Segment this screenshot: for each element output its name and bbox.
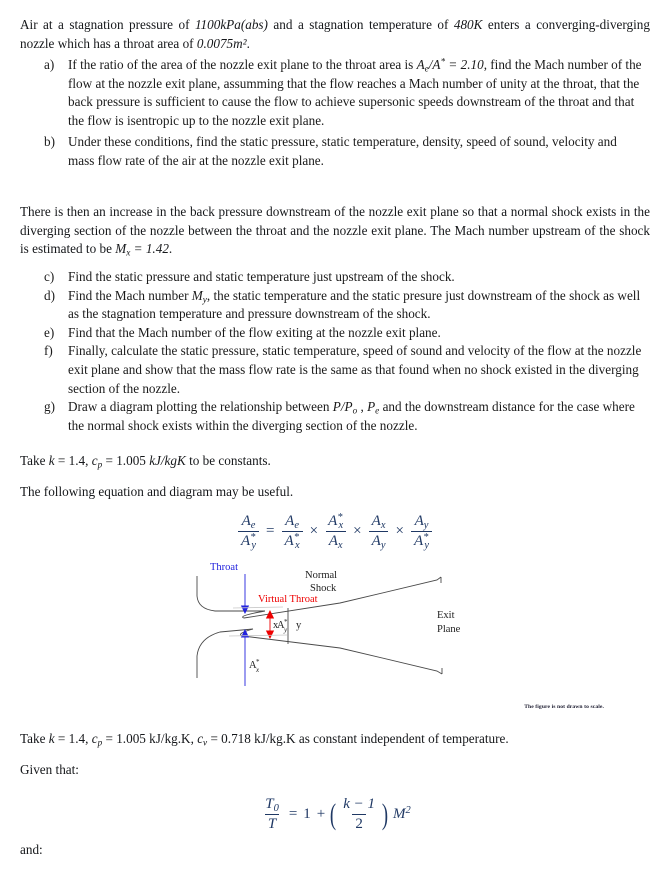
label-a-star-x [249, 658, 260, 674]
intro-text-3: enters a converging-diverging nozzle which has a throat area of [20, 17, 650, 51]
label-throat: Throat [210, 562, 238, 573]
shock-text-before: There is then an increase in the back pressure downstream of the nozzle exit plane so that a normal shock exists in the diverging section of the nozzle between the throat and the nozzle exit plane. The Mach number upstream of the shock is estimated to be [20, 204, 650, 257]
k-symbol-2: k [48, 731, 55, 746]
label-virtual-throat: Virtual Throat [258, 594, 318, 605]
throat-arrow-upper [242, 574, 249, 613]
nozzle-diagram-svg [165, 556, 525, 701]
label-a-star-y [277, 618, 288, 634]
constants-line-2 [20, 730, 660, 749]
list-text-a-after: , find the Mach number of the flow at the nozzle exit plane, assumming that the flow reaches a Mach number of unity at the throat, that the back pressure is sufficient to cause the flow to achieve supersonic speeds downstream of the throat and that the flow is isentropic up to the nozzle exit plane. [68, 57, 642, 128]
label-a-star-y-star: * [284, 618, 288, 626]
list-text-f: Finally, calculate the static pressure, static temperature, speed of sound and velocity of the flow at the nozzle exit plane and show that the mass flow rate is the same as that found when no shock existed in the diverging section of the nozzle. [68, 343, 642, 396]
k-value-1: = 1.4, [54, 453, 92, 468]
question-list-ab [44, 56, 644, 171]
question-list-cg [44, 268, 644, 435]
frac-den-asx: $A^*_x$ [282, 531, 303, 550]
label-a-star-x-star: * [256, 658, 260, 666]
frac-ae-over-asy [238, 513, 259, 550]
k-value-2: = 1.4, [54, 731, 92, 746]
intro-stagnation-pressure: 1100kPa(abs) [194, 17, 268, 32]
area-ratio-math: $A_e/A^* = 2.10$ [416, 56, 484, 74]
frac-t0-over-t [262, 796, 282, 833]
list-marker-d: d) [44, 287, 55, 303]
cp-symbol-2: $c_p$ [91, 731, 103, 748]
useful-line: The following equation and diagram may be useful. [20, 484, 294, 499]
cp-value-2: = 1.005 kJ/kg.K, [102, 731, 198, 746]
label-normal-shock-line1: Normal [305, 570, 338, 581]
pressure-ratio-math: $P/P_o$ [332, 399, 358, 416]
frac-num-ae: $A_e$ [241, 513, 256, 531]
times-sign-1: × [309, 522, 319, 539]
frac-num-t0: $T_0$ [265, 796, 279, 814]
frac-num-ay: $A_y$ [414, 513, 429, 531]
list-item-b [44, 133, 644, 170]
times-sign-3: × [395, 522, 404, 539]
given-label: Given that: [20, 762, 79, 777]
nozzle-lower-wall [197, 629, 442, 678]
list-text-b: Under these conditions, find the static pressure, static temperature, density, speed of sound, velocity and mass flow rate of the air at the nozzle exit plane. [68, 134, 617, 168]
equation-stagnation-temperature [0, 795, 670, 833]
label-a-star-x-sub: x [256, 666, 260, 674]
right-paren: ) [381, 797, 389, 831]
constants-1-prefix: Take [20, 453, 49, 468]
label-normal-shock-line2: Shock [310, 583, 337, 594]
nozzle-diagram [165, 556, 525, 701]
list-text-a [68, 56, 644, 130]
cp-value-1: = 1.005 [102, 453, 150, 468]
intro-stagnation-temperature: 480K [453, 17, 483, 32]
frac-num-asx: $A^*_x$ [328, 511, 344, 531]
frac-ae-over-asx [282, 513, 303, 550]
list-item-c [44, 268, 644, 287]
intro-text-4: . [246, 35, 250, 51]
list-marker-g: g) [44, 399, 55, 415]
frac-num-k-minus-1: k − 1 [343, 796, 376, 812]
intro-text-1: Air at a stagnation pressure of [20, 17, 195, 32]
frac-den-ay: $A_y$ [369, 531, 389, 550]
equals-sign-1: = [266, 522, 275, 539]
frac-den-asy: $A^*_y$ [238, 531, 259, 550]
frac-num-ae-2: $A_e$ [285, 513, 299, 531]
shock-text-after: . [168, 241, 173, 257]
equals-sign-2: = [288, 805, 298, 822]
constants-1-suffix: to be constants. [185, 453, 271, 468]
frac-num-ax: $A_x$ [371, 513, 386, 531]
frac-asx-over-ax [325, 513, 346, 550]
frac-den-asy-2: $A^*_y$ [411, 531, 432, 550]
plus-sign: + [316, 805, 326, 822]
mach-y-math: $M_y$ [191, 287, 207, 305]
intro-throat-area: 0.0075m² [196, 35, 247, 51]
list-item-d [44, 287, 644, 324]
term-one: 1 [303, 805, 311, 822]
constants-2-prefix: Take [20, 731, 49, 746]
frac-ax-over-ay [369, 513, 389, 550]
frac-ay-over-asy [411, 513, 432, 550]
list-text-c: Find the static pressure and static temperature just upstream of the shock. [68, 269, 455, 284]
list-item-f [44, 342, 644, 398]
throat-arrow-lower [242, 630, 249, 686]
figure-scale-note: The figure is not drawn to scale. [524, 704, 604, 710]
label-y: y [296, 620, 302, 631]
label-a-star-y-sub: y [284, 626, 288, 634]
cp-symbol-1: $c_p$ [91, 453, 103, 470]
label-x: x [273, 620, 279, 631]
m-squared: $M^2$ [393, 804, 411, 822]
frac-den-ax: $A_x$ [326, 531, 346, 550]
list-marker-a: a) [44, 57, 55, 72]
list-marker-b: b) [44, 134, 55, 150]
label-exit-line1: Exit [437, 610, 455, 621]
constants-2-suffix: as constant independent of temperature. [295, 731, 509, 746]
equation-stagnation-row [259, 796, 411, 833]
equation-area-ratio-row [235, 513, 435, 550]
cv-symbol-2: $c_v$ [197, 731, 208, 748]
frac-kminus1-over-2 [340, 796, 378, 833]
cv-value-2: = 0.718 kJ/kg.K [207, 731, 296, 746]
list-marker-e: e) [44, 324, 55, 340]
intro-text-2: and a stagnation temperature of [267, 17, 454, 32]
list-item-g [44, 398, 644, 435]
label-exit-line2: Plane [437, 624, 461, 635]
left-paren: ( [330, 797, 337, 831]
label-a-star-y-text: A [277, 620, 285, 631]
pe-math: $P_e$ [367, 399, 380, 416]
frac-den-t: T [265, 814, 279, 833]
list-item-a [44, 56, 644, 130]
list-text-d: Find the Mach number $M_y$, the static temperature and the static presure just downstream of the shock as well as the stagnation temperature and pressure downstream of the shock. [68, 287, 641, 322]
list-text-g: Draw a diagram plotting the relationship between $P/P_o$ , $P_e$ and the downstream distance for the case where the normal shock exists within the diverging section of the nozzle. [68, 399, 635, 433]
times-sign-2: × [353, 522, 362, 539]
frac-den-two: 2 [352, 814, 366, 833]
k-symbol-1: k [48, 453, 55, 468]
intro-paragraph [20, 16, 650, 53]
list-text-a-before: If the ratio of the area of the nozzle exit plane to the throat area is [68, 57, 417, 72]
and-label: and: [20, 842, 43, 857]
list-marker-f: f) [44, 343, 53, 359]
shock-paragraph [20, 203, 650, 259]
label-a-star-x-text: A [249, 660, 257, 671]
list-text-e: Find that the Mach number of the flow exiting at the nozzle exit plane. [68, 324, 441, 340]
equation-area-ratio [0, 512, 670, 550]
constants-line-1 [20, 452, 650, 471]
mach-x-math: $M_x = 1.42$ [115, 241, 169, 258]
cp-units-1: kJ/kgK [149, 453, 186, 468]
list-item-e [44, 324, 644, 343]
list-marker-c: c) [44, 269, 55, 284]
